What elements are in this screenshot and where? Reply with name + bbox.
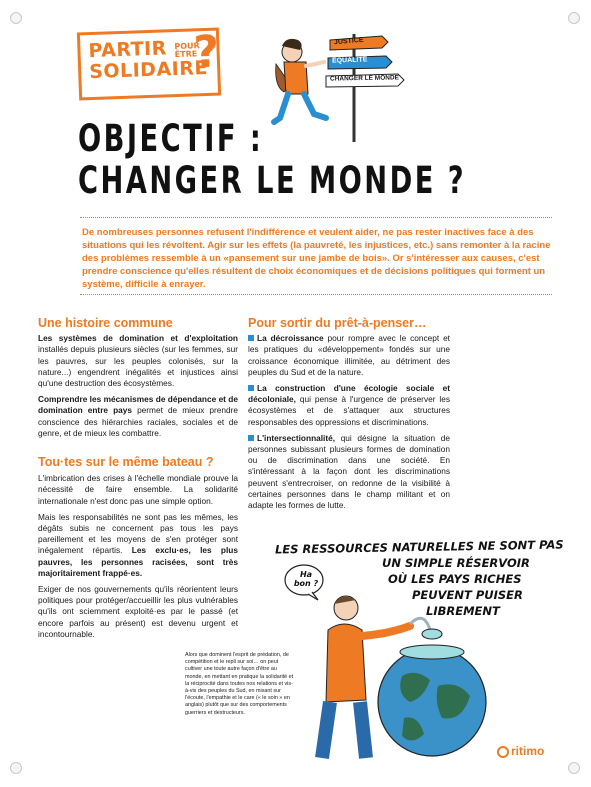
page-title — [78, 118, 466, 202]
sign-justice: JUSTICE — [333, 36, 364, 47]
sign-equality: ÉQUALITÉ — [331, 56, 368, 65]
badge-question-mark: ? — [192, 26, 221, 79]
ritimo-logo-icon — [497, 746, 509, 758]
item-intersectionality — [248, 433, 450, 511]
paragraph-responsibilities — [38, 512, 238, 579]
series-badge — [77, 28, 221, 101]
ritimo-logo — [497, 744, 544, 758]
square-bullet-icon — [248, 385, 254, 391]
paragraph-governments: Exiger de nos gouvernements qu'ils réorientent leurs politiques pour protéger/accueillir les plus vulnérables qu'ils ont sciemment exploité·es par le passé (et encore parfois au présent) est devenu urgent et incontournable. — [38, 584, 238, 639]
bold-phrase: Les exclu·es, les plus pauvres, les personnes racisées, sont très majoritairement frappé·es. — [38, 545, 238, 578]
title-line-2: CHANGER LE MONDE ? — [78, 159, 467, 202]
intro-bottom-divider — [80, 294, 552, 295]
sign-change-world: CHANGER LE MONDE — [329, 74, 400, 83]
intro-top-divider — [80, 217, 552, 218]
square-bullet-icon — [248, 335, 254, 341]
speech-bubble-text: Ha bon ? — [293, 570, 319, 588]
right-column — [248, 318, 450, 516]
illustration-caption: Alors que dominent l'esprit de prédation, de compétition et le repli sur soi… on peut cultiver une toute autre façon d'être au monde, en mettant en pratique la solidarité et la réciprocité dans toutes nos relations et vis-à-vis des peuples du Sud, en misant sur l'écoute, l'empathie et le care (« le soin » en anglais) plutôt que sur des comportements guerriers et destructeurs. — [185, 652, 294, 716]
logo-text: ritimo — [511, 744, 545, 758]
heading-think-differently: Pour sortir du prêt-à-penser… — [248, 316, 427, 330]
badge-line-1: PARTIR — [88, 37, 168, 63]
lettering-line-2: UN SIMPLE RÉSERVOIR — [382, 556, 530, 570]
lettering-line-5: LIBREMENT — [426, 604, 500, 618]
bold-phrase: Les systèmes de domination et d'exploitation — [38, 333, 238, 344]
globe-illustration — [292, 590, 492, 765]
paragraph-mechanisms — [38, 394, 238, 439]
heading-common-history: Une histoire commune — [38, 316, 173, 330]
bold-phrase: La décroissance — [257, 333, 324, 344]
bold-phrase: L'intersectionnalité, — [257, 432, 336, 443]
item-degrowth — [248, 333, 450, 378]
badge-line-2: SOLIDAIRE — [88, 56, 209, 84]
text-run: qui pense à l'urgence de préserver les écosystèmes et de s'attaquer aux structures responsables des oppressions et discriminations. — [248, 394, 450, 427]
text-run: permet de mieux prendre conscience des hiérarchies raciales, sociales et de genre, et de mieux les combattre. — [38, 405, 238, 438]
item-ecology — [248, 383, 450, 428]
badge-small: POUR ÊTRE — [174, 41, 200, 60]
square-bullet-icon — [248, 435, 254, 441]
lettering-line-3: OÙ LES PAYS RICHES — [388, 572, 522, 586]
heading-same-boat: Tou·tes sur le même bateau ? — [38, 455, 214, 470]
punch-hole — [568, 12, 580, 24]
lettering-line-1: LES RESSOURCES NATURELLES NE SONT PAS — [274, 537, 564, 557]
paragraph-crises: L'imbrication des crises à l'échelle mondiale prouve la nécessité de faire ensemble. La solidarité internationale n'est donc pas une simple option. — [38, 473, 238, 506]
left-column — [38, 318, 238, 645]
text-run: installés depuis plusieurs siècles (sur les femmes, sur les pauvres, sur les peuples colonisés, sur la nature...) engendrent inégalités et injustices ainsi qu'une destruction des écosystèmes. — [38, 344, 238, 389]
lettering-line-4: PEUVENT PUISER — [412, 588, 523, 602]
intro-paragraph: De nombreuses personnes refusent l'indifférence et veulent aider, ne pas rester inactives face à des situations qui les révoltent. Agir sur les effets (la pauvreté, les injustices, etc.) sans remonter à la racine des problèmes ressemble à un «pansement sur une jambe de bois». Or s'intéresser aux causes, c'est prendre conscience qu'elles résultent de choix économiques et de décisions politiques qui forment un système, difficile à enrayer. — [82, 227, 551, 290]
text-run: qui désigne la situation de personnes subissant plusieurs formes de domination ou de discrimination dans une société. En s'intéressant à la façon dont les discriminations peuvent s'entrecroiser, on redonne de la visibilité à certaines personnes dans le champ militant et on adapte les formes de lutte. — [248, 432, 450, 511]
title-line-1: OBJECTIF : — [78, 117, 264, 160]
text-run: Mais les responsabilités ne sont pas les mêmes, les dégâts subis ne concernent pas tous les pays pareillement et les moyens de s'en protéger sont inégalement répartis. — [38, 511, 238, 556]
bold-phrase: Comprendre les mécanismes de dépendance et de domination entre pays — [38, 394, 238, 416]
punch-hole — [568, 762, 580, 774]
text-run: pour rompre avec le concept et les pratiques du «développement» fondés sur une croissance économique illimitée, au détriment des peuples du Sud et de la nature. — [248, 333, 450, 377]
punch-hole — [10, 12, 22, 24]
paragraph-domination — [38, 333, 238, 389]
punch-hole — [10, 762, 22, 774]
bold-phrase: La construction d'une écologie sociale et décoloniale, — [248, 383, 450, 405]
